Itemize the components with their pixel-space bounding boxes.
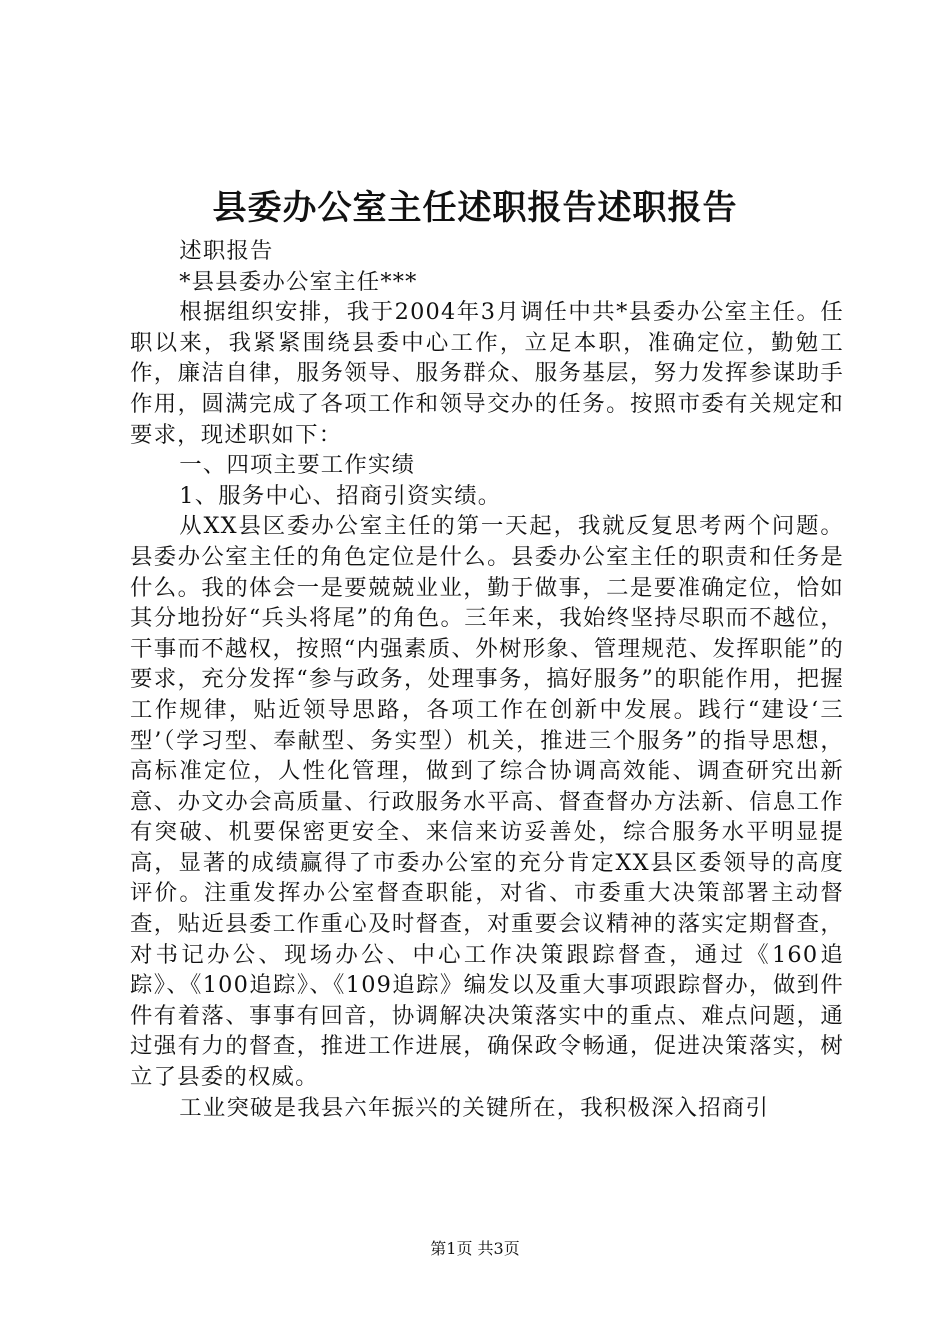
paragraph-heading: 述职报告 — [179, 238, 274, 264]
document-body — [130, 236, 844, 1123]
page-footer: 第1页 共3页 — [430, 1239, 520, 1258]
paragraph-body-continued: 工业突破是我县六年振兴的关键所在，我积极深入招商引 — [179, 1094, 770, 1121]
document-title: 县委办公室主任述职报告述职报告 — [212, 188, 738, 228]
paragraph-intro: 根据组织安排，我于2004年3月调任中共*县委办公室主任。任职以来，我紧紧围绕县委中心工作，立足本职，准确定位，勤勉工作，廉洁自律，服务领导、服务群众、服务基层，努力发挥参谋助手作用，圆满完成了各项工作和领导交办的任务。按照市委有关规定和要求，现述职如下： — [130, 299, 844, 448]
section-heading: 一、四项主要工作实绩 — [179, 452, 416, 479]
paragraph-author: *县县委办公室主任*** — [179, 268, 418, 295]
paragraph-body: 从XX县区委办公室主任的第一天起，我就反复思考两个问题。县委办公室主任的角色定位是什么。县委办公室主任的职责和任务是什么。我的体会一是要兢兢业业，勤于做事，二是要准确定位，恰如其分地扮好“兵头将尾”的角色。三年来，我始终坚持尽职而不越位，干事而不越权，按照“内强素质、外树形象、管理规范、发挥职能”的要求，充分发挥“参与政务，处理事务，搞好服务”的职能作用，把握工作规律，贴近领导思路，各项工作在创新中发展。践行“建设‘三型’（学习型、奉献型、务实型）机关，推进三个服务”的指导思想，高标准定位，人性化管理，做到了综合协调高效能、调查研究出新意、办文办会高质量、行政服务水平高、督查督办方法新、信息工作有突破、机要保密更安全、来信来访妥善处，综合服务水平明显提高，显著的成绩赢得了市委办公室的充分肯定XX县区委领导的高度评价。注重发挥办公室督查职能，对省、市委重大决策部署主动督查，贴近县委工作重心及时督查，对重要会议精神的落实定期督查，对书记办公、现场办公、中心工作决策跟踪督查，通过《160追踪》、《100追踪》、《109追踪》编发以及重大事项跟踪督办，做到件件有着落、事事有回音，协调解决决策落实中的重点、难点问题，通过强有力的督查，推进工作进展，确保政令畅通，促进决策落实，树立了县委的权威。 — [130, 513, 844, 1091]
subsection-heading: 1、服务中心、招商引资实绩。 — [179, 482, 502, 509]
